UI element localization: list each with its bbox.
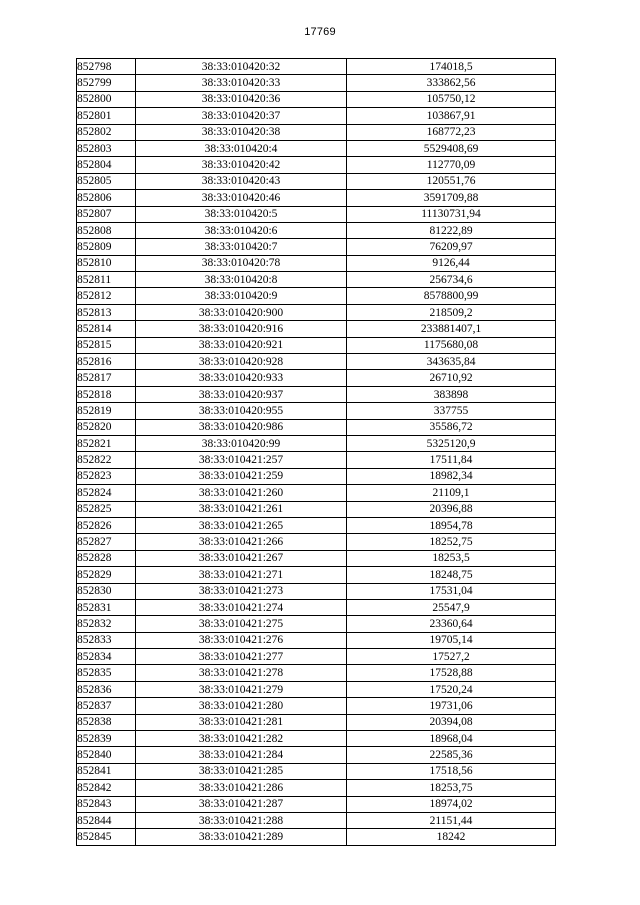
cadastral-value-cell: 233881407,1 [347,321,556,337]
cadastral-number-cell: 38:33:010420:937 [136,386,347,402]
cadastral-number-cell: 38:33:010420:38 [136,124,347,140]
record-number-cell: 852839 [77,731,136,747]
cadastral-value-cell: 5325120,9 [347,435,556,451]
record-number-cell: 852799 [77,75,136,91]
table-row [77,124,556,140]
table-row [77,698,556,714]
record-number-cell: 852813 [77,304,136,320]
cadastral-number-cell: 38:33:010420:921 [136,337,347,353]
record-number-cell: 852827 [77,534,136,550]
cadastral-value-cell: 19705,14 [347,632,556,648]
table-row [77,91,556,107]
cadastral-value-cell: 17527,2 [347,649,556,665]
cadastral-value-cell: 112770,09 [347,157,556,173]
cadastral-number-cell: 38:33:010421:260 [136,485,347,501]
cadastral-value-cell: 18253,5 [347,550,556,566]
table-row [77,222,556,238]
table-row [77,370,556,386]
cadastral-number-cell: 38:33:010420:928 [136,354,347,370]
table-row [77,501,556,517]
cadastral-number-cell: 38:33:010421:265 [136,517,347,533]
cadastral-value-cell: 21151,44 [347,812,556,828]
cadastral-number-cell: 38:33:010420:955 [136,403,347,419]
record-number-cell: 852817 [77,370,136,386]
cadastral-number-cell: 38:33:010420:9 [136,288,347,304]
cadastral-value-cell: 18248,75 [347,567,556,583]
record-number-cell: 852834 [77,649,136,665]
cadastral-value-cell: 3591709,88 [347,190,556,206]
table-row [77,321,556,337]
cadastral-value-cell: 18253,75 [347,780,556,796]
cadastral-number-cell: 38:33:010420:5 [136,206,347,222]
table-row [77,140,556,156]
table-row [77,59,556,75]
cadastral-value-cell: 35586,72 [347,419,556,435]
cadastral-value-cell: 174018,5 [347,59,556,75]
table-row [77,517,556,533]
cadastral-value-cell: 18252,75 [347,534,556,550]
table-row [77,468,556,484]
cadastral-number-cell: 38:33:010421:289 [136,829,347,845]
record-number-cell: 852819 [77,403,136,419]
cadastral-number-cell: 38:33:010420:933 [136,370,347,386]
cadastral-number-cell: 38:33:010421:274 [136,599,347,615]
cadastral-value-cell: 19731,06 [347,698,556,714]
record-number-cell: 852829 [77,567,136,583]
record-number-cell: 852802 [77,124,136,140]
cadastral-value-cell: 120551,76 [347,173,556,189]
cadastral-value-cell: 5529408,69 [347,140,556,156]
record-number-cell: 852810 [77,255,136,271]
cadastral-number-cell: 38:33:010421:266 [136,534,347,550]
cadastral-number-cell: 38:33:010421:275 [136,616,347,632]
cadastral-number-cell: 38:33:010420:6 [136,222,347,238]
table-row [77,599,556,615]
record-number-cell: 852822 [77,452,136,468]
cadastral-number-cell: 38:33:010420:33 [136,75,347,91]
table-row [77,829,556,845]
cadastral-value-cell: 22585,36 [347,747,556,763]
cadastral-value-table [76,58,556,846]
cadastral-number-cell: 38:33:010421:284 [136,747,347,763]
record-number-cell: 852804 [77,157,136,173]
cadastral-number-cell: 38:33:010420:8 [136,272,347,288]
cadastral-number-cell: 38:33:010420:46 [136,190,347,206]
cadastral-number-cell: 38:33:010421:277 [136,649,347,665]
cadastral-number-cell: 38:33:010420:43 [136,173,347,189]
cadastral-number-cell: 38:33:010420:37 [136,108,347,124]
record-number-cell: 852840 [77,747,136,763]
cadastral-value-cell: 18242 [347,829,556,845]
table-row [77,567,556,583]
cadastral-number-cell: 38:33:010421:280 [136,698,347,714]
cadastral-number-cell: 38:33:010421:273 [136,583,347,599]
cadastral-number-cell: 38:33:010420:42 [136,157,347,173]
cadastral-value-cell: 168772,23 [347,124,556,140]
record-number-cell: 852845 [77,829,136,845]
table-row [77,632,556,648]
cadastral-number-cell: 38:33:010420:99 [136,435,347,451]
table-row [77,763,556,779]
cadastral-value-cell: 1175680,08 [347,337,556,353]
record-number-cell: 852842 [77,780,136,796]
cadastral-number-cell: 38:33:010421:271 [136,567,347,583]
record-number-cell: 852832 [77,616,136,632]
record-number-cell: 852844 [77,812,136,828]
table-row [77,665,556,681]
table-body [77,59,556,846]
cadastral-value-cell: 333862,56 [347,75,556,91]
cadastral-value-cell: 17531,04 [347,583,556,599]
cadastral-number-cell: 38:33:010421:267 [136,550,347,566]
record-number-cell: 852818 [77,386,136,402]
table-row [77,157,556,173]
record-number-cell: 852814 [77,321,136,337]
cadastral-value-cell: 18982,34 [347,468,556,484]
table-row [77,681,556,697]
table-row [77,255,556,271]
record-number-cell: 852809 [77,239,136,255]
record-number-cell: 852806 [77,190,136,206]
table-row [77,747,556,763]
record-number-cell: 852837 [77,698,136,714]
table-row [77,485,556,501]
record-number-cell: 852816 [77,354,136,370]
cadastral-value-cell: 18974,02 [347,796,556,812]
cadastral-value-cell: 20394,08 [347,714,556,730]
cadastral-number-cell: 38:33:010421:278 [136,665,347,681]
table-row [77,337,556,353]
table-row [77,239,556,255]
cadastral-number-cell: 38:33:010420:7 [136,239,347,255]
cadastral-number-cell: 38:33:010420:36 [136,91,347,107]
table-row [77,190,556,206]
cadastral-number-cell: 38:33:010421:287 [136,796,347,812]
record-number-cell: 852800 [77,91,136,107]
cadastral-value-cell: 17528,88 [347,665,556,681]
cadastral-number-cell: 38:33:010421:259 [136,468,347,484]
table-row [77,108,556,124]
cadastral-value-cell: 218509,2 [347,304,556,320]
cadastral-value-cell: 76209,97 [347,239,556,255]
record-number-cell: 852801 [77,108,136,124]
record-number-cell: 852838 [77,714,136,730]
table-row [77,403,556,419]
cadastral-number-cell: 38:33:010420:986 [136,419,347,435]
record-number-cell: 852805 [77,173,136,189]
cadastral-value-cell: 256734,6 [347,272,556,288]
cadastral-value-cell: 9126,44 [347,255,556,271]
record-number-cell: 852815 [77,337,136,353]
record-number-cell: 852803 [77,140,136,156]
record-number-cell: 852836 [77,681,136,697]
cadastral-value-cell: 103867,91 [347,108,556,124]
cadastral-number-cell: 38:33:010420:916 [136,321,347,337]
table-row [77,583,556,599]
cadastral-number-cell: 38:33:010421:282 [136,731,347,747]
table-row [77,534,556,550]
table-row [77,354,556,370]
cadastral-value-cell: 25547,9 [347,599,556,615]
record-number-cell: 852835 [77,665,136,681]
cadastral-number-cell: 38:33:010420:78 [136,255,347,271]
table-row [77,75,556,91]
cadastral-value-cell: 337755 [347,403,556,419]
record-number-cell: 852826 [77,517,136,533]
table-row [77,812,556,828]
table-row [77,452,556,468]
cadastral-value-cell: 383898 [347,386,556,402]
cadastral-number-cell: 38:33:010421:285 [136,763,347,779]
page-number: 17769 [304,26,336,38]
cadastral-value-cell: 343635,84 [347,354,556,370]
record-number-cell: 852824 [77,485,136,501]
record-number-cell: 852808 [77,222,136,238]
cadastral-number-cell: 38:33:010421:286 [136,780,347,796]
cadastral-number-cell: 38:33:010420:900 [136,304,347,320]
cadastral-number-cell: 38:33:010420:32 [136,59,347,75]
table-row [77,304,556,320]
table-row [77,616,556,632]
record-number-cell: 852831 [77,599,136,615]
cadastral-value-cell: 18968,04 [347,731,556,747]
record-number-cell: 852828 [77,550,136,566]
table-row [77,206,556,222]
table-row [77,714,556,730]
record-number-cell: 852825 [77,501,136,517]
record-number-cell: 852811 [77,272,136,288]
cadastral-value-cell: 17520,24 [347,681,556,697]
table-row [77,731,556,747]
table-row [77,272,556,288]
record-number-cell: 852841 [77,763,136,779]
record-number-cell: 852843 [77,796,136,812]
cadastral-number-cell: 38:33:010421:276 [136,632,347,648]
cadastral-number-cell: 38:33:010421:288 [136,812,347,828]
cadastral-value-cell: 17518,56 [347,763,556,779]
cadastral-value-cell: 21109,1 [347,485,556,501]
cadastral-value-cell: 8578800,99 [347,288,556,304]
cadastral-value-cell: 18954,78 [347,517,556,533]
table-row [77,173,556,189]
record-number-cell: 852807 [77,206,136,222]
table-row [77,550,556,566]
record-number-cell: 852812 [77,288,136,304]
cadastral-value-cell: 26710,92 [347,370,556,386]
table-row [77,419,556,435]
cadastral-number-cell: 38:33:010421:257 [136,452,347,468]
cadastral-value-cell: 11130731,94 [347,206,556,222]
record-number-cell: 852821 [77,435,136,451]
cadastral-value-cell: 17511,84 [347,452,556,468]
table-row [77,435,556,451]
table-row [77,649,556,665]
cadastral-value-cell: 20396,88 [347,501,556,517]
record-number-cell: 852833 [77,632,136,648]
table-row [77,386,556,402]
cadastral-value-cell: 81222,89 [347,222,556,238]
cadastral-value-cell: 105750,12 [347,91,556,107]
cadastral-number-cell: 38:33:010421:261 [136,501,347,517]
record-number-cell: 852798 [77,59,136,75]
record-number-cell: 852830 [77,583,136,599]
record-number-cell: 852823 [77,468,136,484]
cadastral-number-cell: 38:33:010420:4 [136,140,347,156]
cadastral-number-cell: 38:33:010421:281 [136,714,347,730]
table-row [77,780,556,796]
record-number-cell: 852820 [77,419,136,435]
cadastral-number-cell: 38:33:010421:279 [136,681,347,697]
table-row [77,288,556,304]
table-row [77,796,556,812]
cadastral-value-cell: 23360,64 [347,616,556,632]
